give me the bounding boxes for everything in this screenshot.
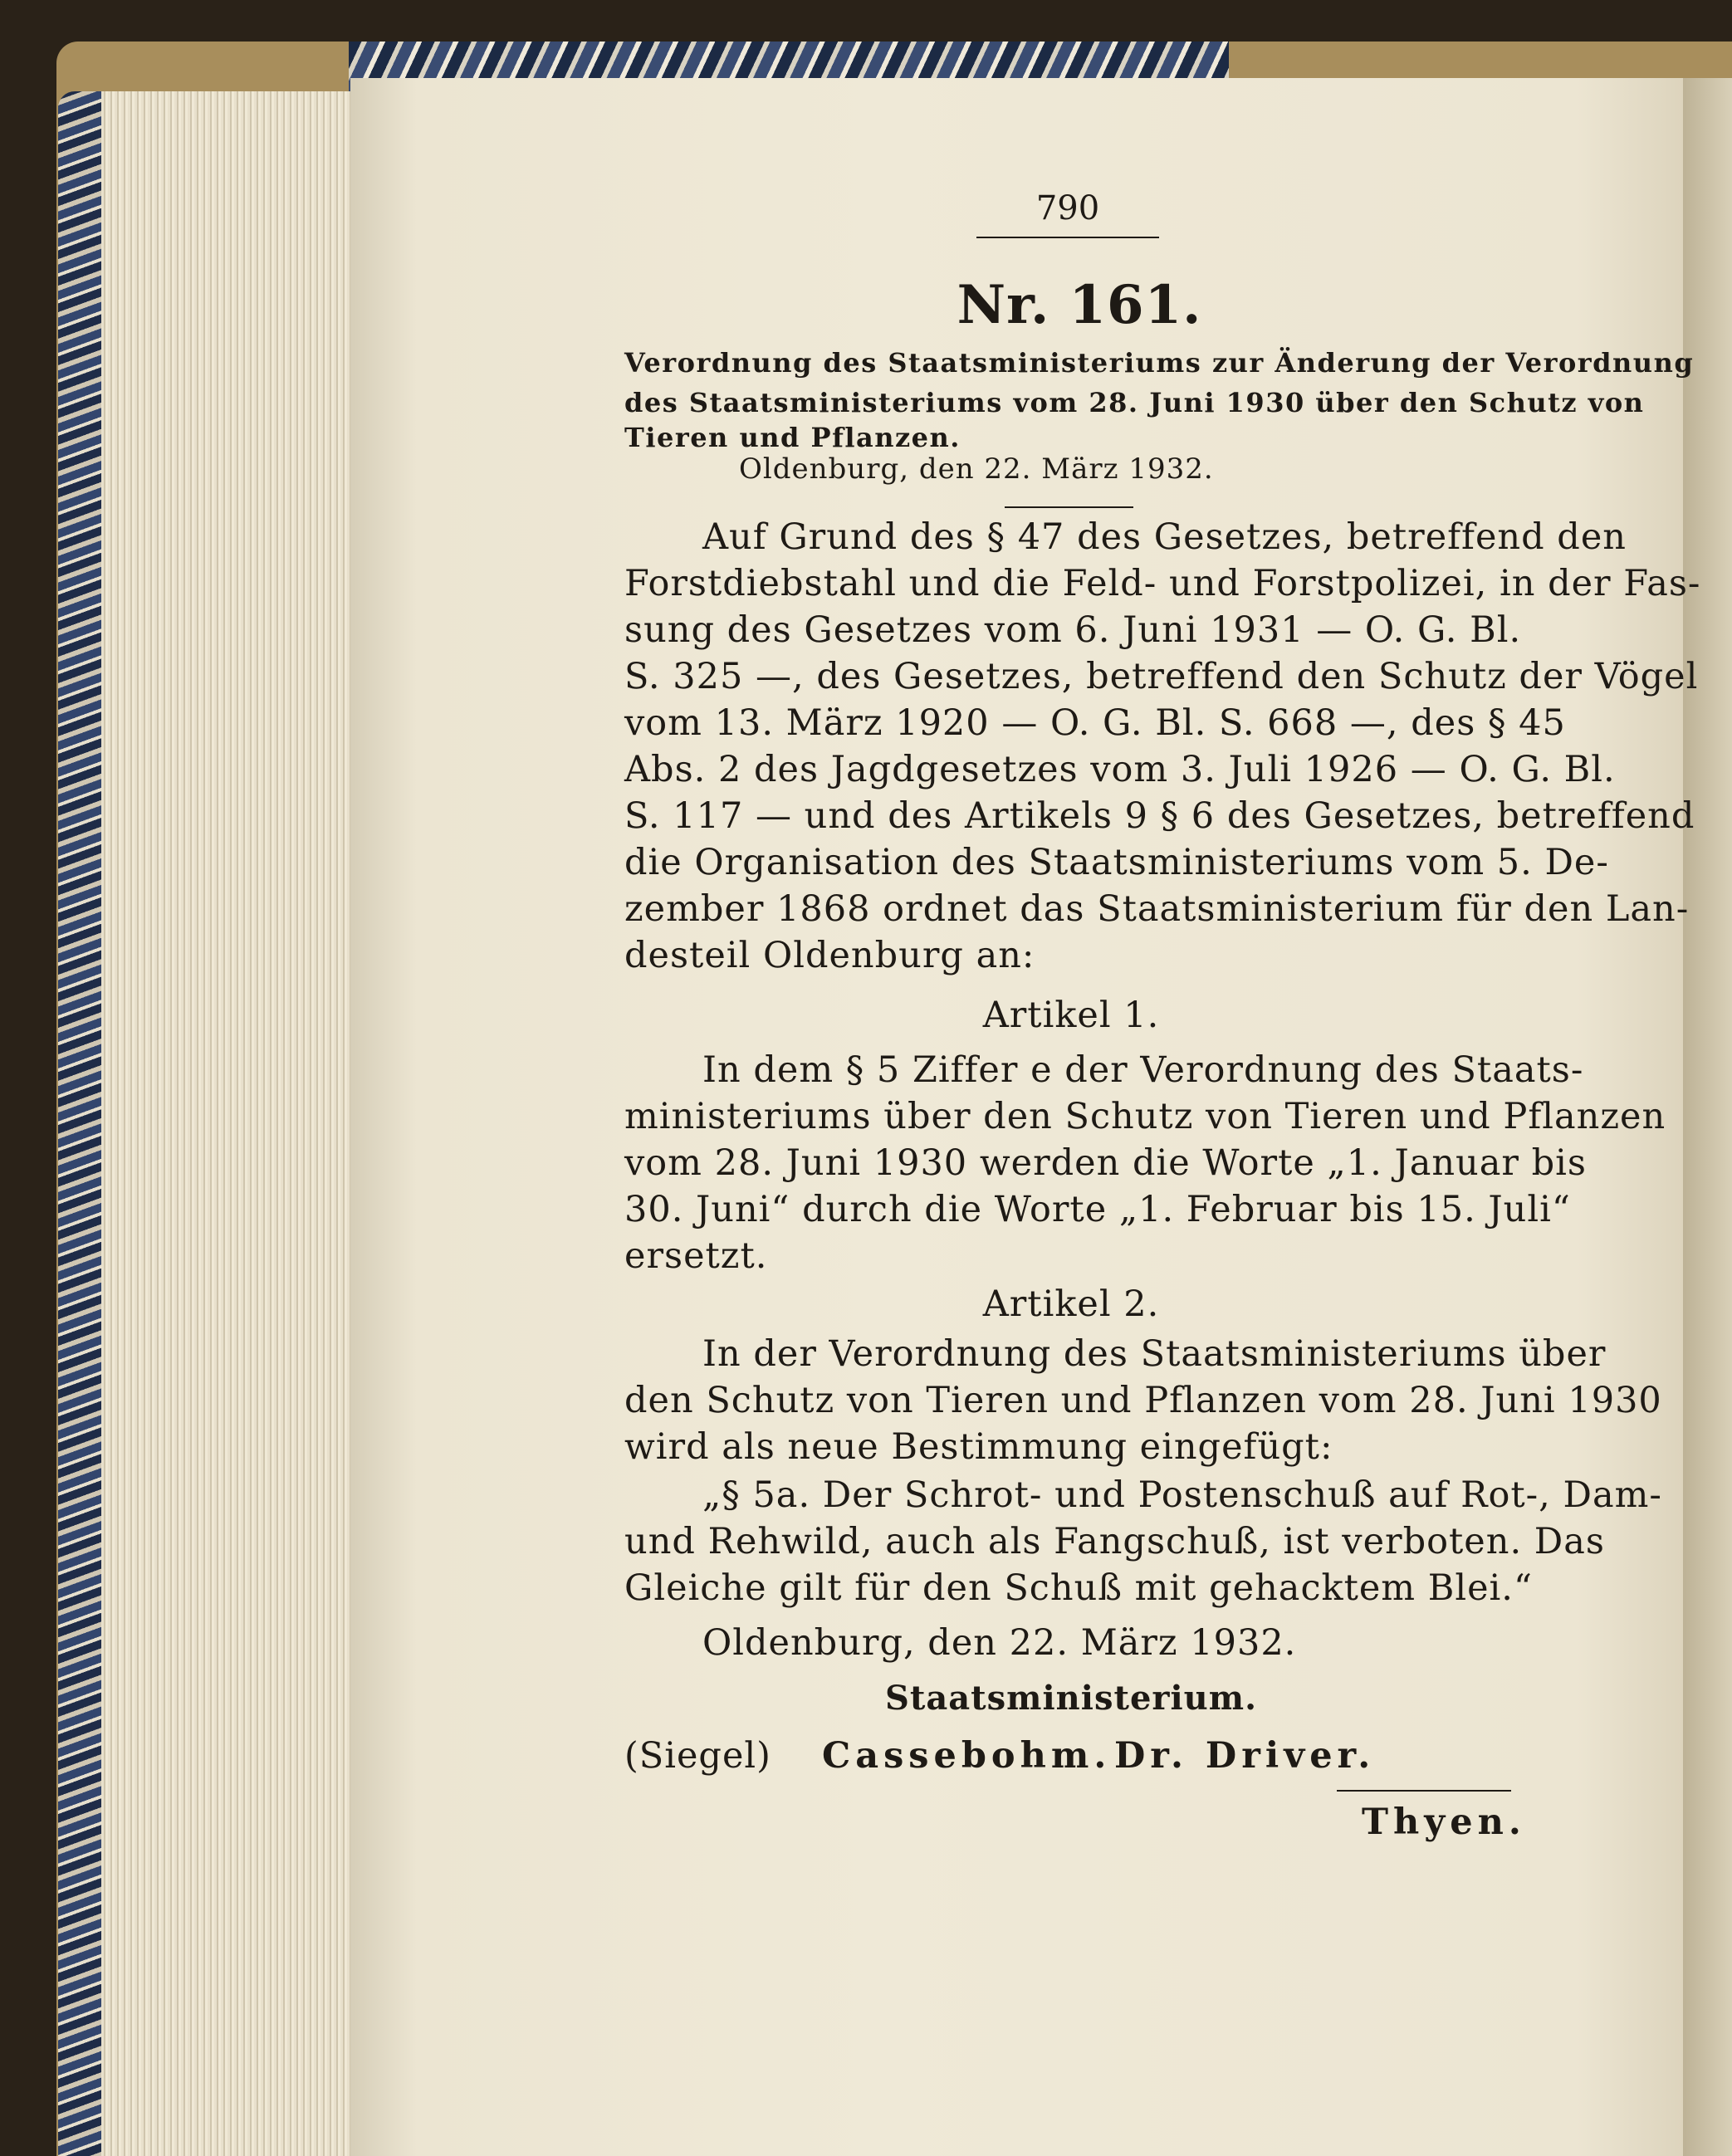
page-number-rule: [976, 237, 1159, 238]
document-title: Nr. 161.: [957, 274, 1202, 336]
article-2-line-2: den Schutz von Tieren und Pflanzen vom 28. Juni 1930: [624, 1380, 1662, 1421]
heading-rule: [1005, 506, 1133, 508]
signature-rule: [1337, 1790, 1511, 1792]
closing-date: Oldenburg, den 22. März 1932.: [702, 1622, 1297, 1664]
article-2-line-1: In der Verordnung des Staatsministeriums über: [702, 1333, 1607, 1375]
heading-line-2: des Staatsministeriums vom 28. Juni 1930 über den Schutz von: [624, 387, 1645, 418]
preamble-line-4: S. 325 —, des Gesetzes, betreffend den Schutz der Vögel: [624, 656, 1699, 697]
article-1-line-5: ersetzt.: [624, 1235, 768, 1277]
signature-driver: Dr. Driver.: [1114, 1735, 1376, 1777]
preamble-line-8: die Organisation des Staatsministeriums vom 5. De-: [624, 842, 1609, 883]
heading-dateline: Oldenburg, den 22. März 1932.: [739, 452, 1214, 486]
article-2-line-3: wird als neue Bestimmung eingefügt:: [624, 1426, 1333, 1468]
article-2-line-5: und Rehwild, auch als Fangschuß, ist verboten. Das: [624, 1521, 1605, 1562]
article-1-line-4: 30. Juni“ durch die Worte „1. Februar bis 15. Juli“: [624, 1189, 1571, 1230]
signature-thyen: Thyen.: [1362, 1802, 1526, 1843]
article-1-line-3: vom 28. Juni 1930 werden die Worte „1. Januar bis: [624, 1142, 1587, 1184]
article-2-line-6: Gleiche gilt für den Schuß mit gehacktem Blei.“: [624, 1567, 1533, 1609]
seal-mark: (Siegel): [624, 1735, 771, 1777]
article-1-line-1: In dem § 5 Ziffer e der Verordnung des Staats-: [702, 1049, 1584, 1091]
article-1-title: Artikel 1.: [982, 995, 1160, 1036]
heading-line-3: Tieren und Pflanzen.: [624, 422, 961, 453]
preamble-line-3: sung des Gesetzes vom 6. Juni 1931 — O. G. Bl.: [624, 609, 1522, 651]
article-2-title: Artikel 2.: [982, 1283, 1160, 1325]
article-2-line-4: „§ 5a. Der Schrot- und Postenschuß auf Rot-, Dam-: [702, 1474, 1662, 1516]
heading-line-1: Verordnung des Staatsministeriums zur Änderung der Verordnung: [624, 347, 1695, 379]
preamble-line-7: S. 117 — und des Artikels 9 § 6 des Gesetzes, betreffend: [624, 795, 1695, 837]
preamble-line-5: vom 13. März 1920 — O. G. Bl. S. 668 —, des § 45: [624, 702, 1566, 744]
preamble-line-6: Abs. 2 des Jagdgesetzes vom 3. Juli 1926 — O. G. Bl.: [624, 749, 1616, 790]
preamble-line-2: Forstdiebstahl und die Feld- und Forstpolizei, in der Fas-: [624, 563, 1701, 604]
page-number: 790: [1035, 189, 1100, 227]
authority-name: Staatsministerium.: [884, 1679, 1258, 1718]
signature-cassebohm: Cassebohm.: [822, 1735, 1112, 1777]
article-1-line-2: ministeriums über den Schutz von Tieren und Pflanzen: [624, 1096, 1666, 1137]
preamble-line-1: Auf Grund des § 47 des Gesetzes, betreffend den: [702, 516, 1627, 558]
preamble-line-9: zember 1868 ordnet das Staatsministerium für den Lan-: [624, 888, 1690, 930]
preamble-line-10: desteil Oldenburg an:: [624, 935, 1035, 976]
